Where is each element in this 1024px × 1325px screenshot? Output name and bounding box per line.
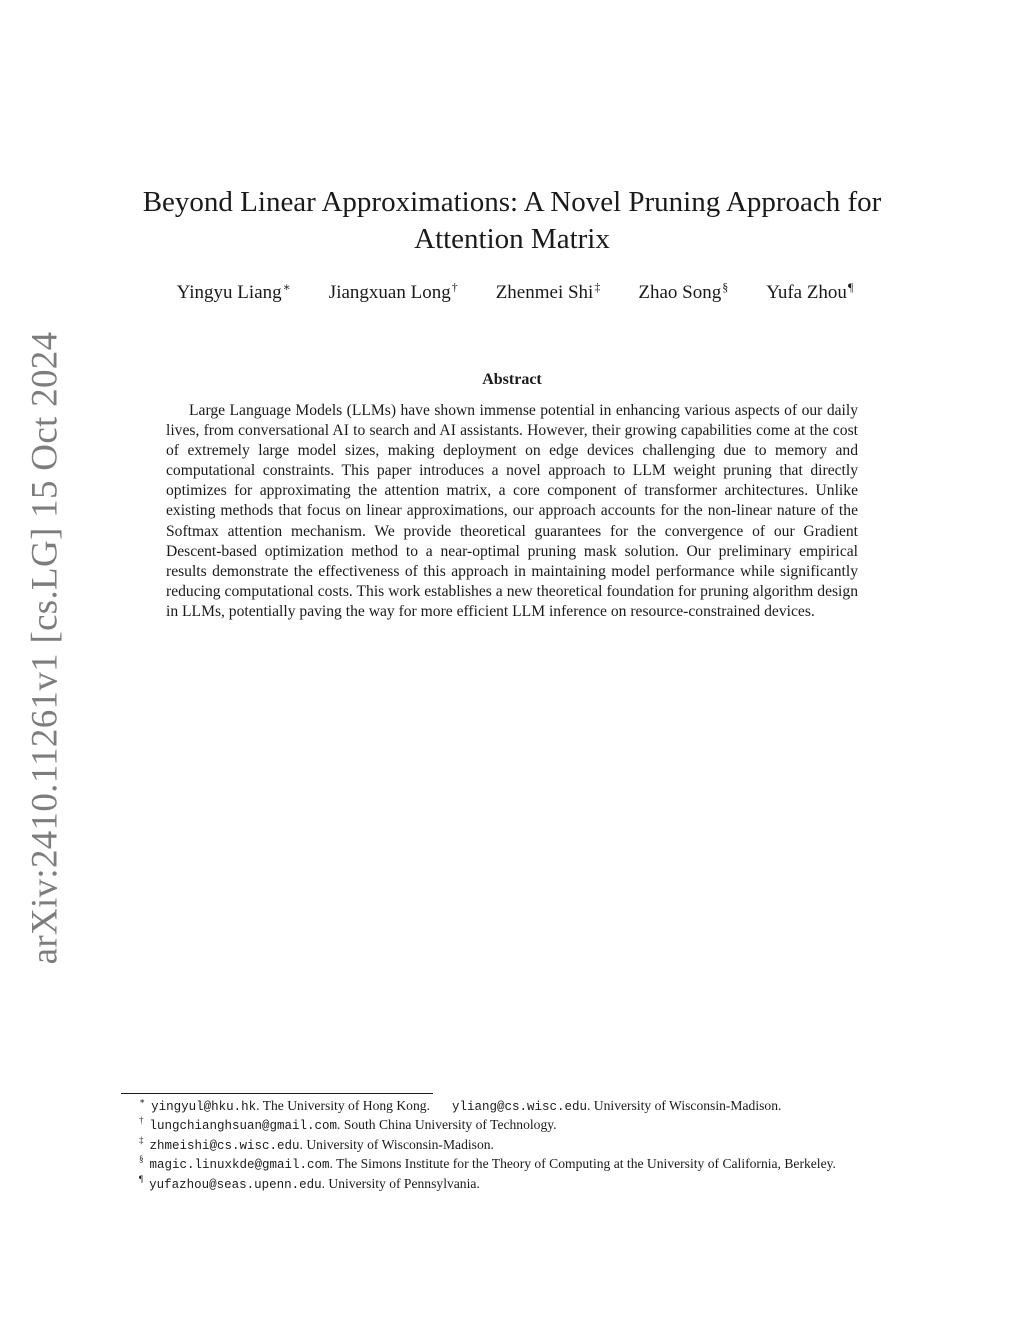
footnote-email: lungchianghsuan@gmail.com <box>149 1119 338 1134</box>
footnote-mark: ∗ <box>139 1096 146 1106</box>
footnote-email-secondary: yliang@cs.wisc.edu <box>451 1100 587 1114</box>
footnote-1 <box>121 1097 911 1116</box>
author-name: Yufa Zhou <box>766 282 847 303</box>
author-zhao-song <box>638 282 728 304</box>
author-name: Zhenmei Shi <box>495 282 594 303</box>
footnote-email: yingyul@hku.hk <box>151 1100 257 1114</box>
author-name: Jiangxuan Long <box>328 282 451 303</box>
footnote-3 <box>121 1136 911 1155</box>
footnotes <box>121 1097 911 1194</box>
footnote-email: magic.linuxkde@gmail.com <box>149 1158 330 1173</box>
author-yufa-zhou <box>766 282 853 304</box>
author-jiangxuan-long <box>329 282 458 304</box>
author-footnote-mark: ¶ <box>847 280 854 294</box>
footnote-mark: ‡ <box>139 1134 144 1145</box>
footnote-email: zhmeishi@cs.wisc.edu <box>149 1138 300 1153</box>
title-line-2: Attention Matrix <box>414 223 610 255</box>
footnote-mark: § <box>139 1154 144 1165</box>
arxiv-identifier: arXiv:2410.11261v1 [cs.LG] 15 Oct 2024 <box>24 331 66 965</box>
title-line-1: Beyond Linear Approximations: A Novel Pruning Approach for <box>142 186 882 218</box>
footnote-5 <box>121 1175 911 1194</box>
footnote-divider <box>121 1093 433 1094</box>
abstract-heading: Abstract <box>482 371 542 388</box>
footnote-affiliation: . University of Wisconsin-Madison. <box>299 1136 494 1152</box>
footnote-affiliation: . The Simons Institute for the Theory of Computing at the University of California, Berkeley. <box>329 1156 836 1172</box>
footnote-mark: ¶ <box>139 1173 144 1184</box>
author-list <box>100 282 930 304</box>
footnote-affiliation: . University of Pennsylvania. <box>321 1175 480 1191</box>
paper-title <box>112 184 912 258</box>
author-footnote-mark: ∗ <box>282 280 291 294</box>
footnote-affiliation: . South China University of Technology. <box>337 1117 557 1133</box>
author-name: Zhao Song <box>638 282 722 303</box>
author-footnote-mark: ‡ <box>594 280 601 294</box>
author-name: Yingyu Liang <box>176 282 282 303</box>
footnote-affiliation-secondary: . University of Wisconsin-Madison. <box>587 1098 782 1113</box>
author-zhenmei-shi <box>496 282 601 304</box>
footnote-4 <box>121 1155 911 1174</box>
footnote-affiliation: . The University of Hong Kong. <box>256 1098 430 1113</box>
abstract-body: Large Language Models (LLMs) have shown immense potential in enhancing various aspects of our daily lives, from conversational AI to search and AI assistants. However, their growing capabilities come at the cost of extremely large model sizes, making deployment on edge devices challenging due to memory and computational constraints. This paper introduces a novel approach to LLM weight pruning that directly optimizes for approximating the attention matrix, a core component of transformer architectures. Unlike existing methods that focus on linear approximations, our approach accounts for the non-linear nature of the Softmax attention mechanism. We provide theoretical guarantees for the convergence of our Gradient Descent-based optimization method to a near-optimal pruning mask solution. Our preliminary empirical results demonstrate the effectiveness of this approach in maintaining model performance while significantly reducing computational costs. This work establishes a new theoretical foundation for pruning algorithm design in LLMs, potentially paving the way for more efficient LLM inference on resource-constrained devices. <box>166 402 858 620</box>
footnote-email: yufazhou@seas.upenn.edu <box>149 1177 322 1192</box>
footnote-mark: † <box>139 1115 144 1126</box>
author-footnote-mark: § <box>722 280 729 294</box>
footnote-2 <box>121 1116 911 1135</box>
author-footnote-mark: † <box>451 280 458 294</box>
author-yingyu-liang <box>177 282 291 304</box>
